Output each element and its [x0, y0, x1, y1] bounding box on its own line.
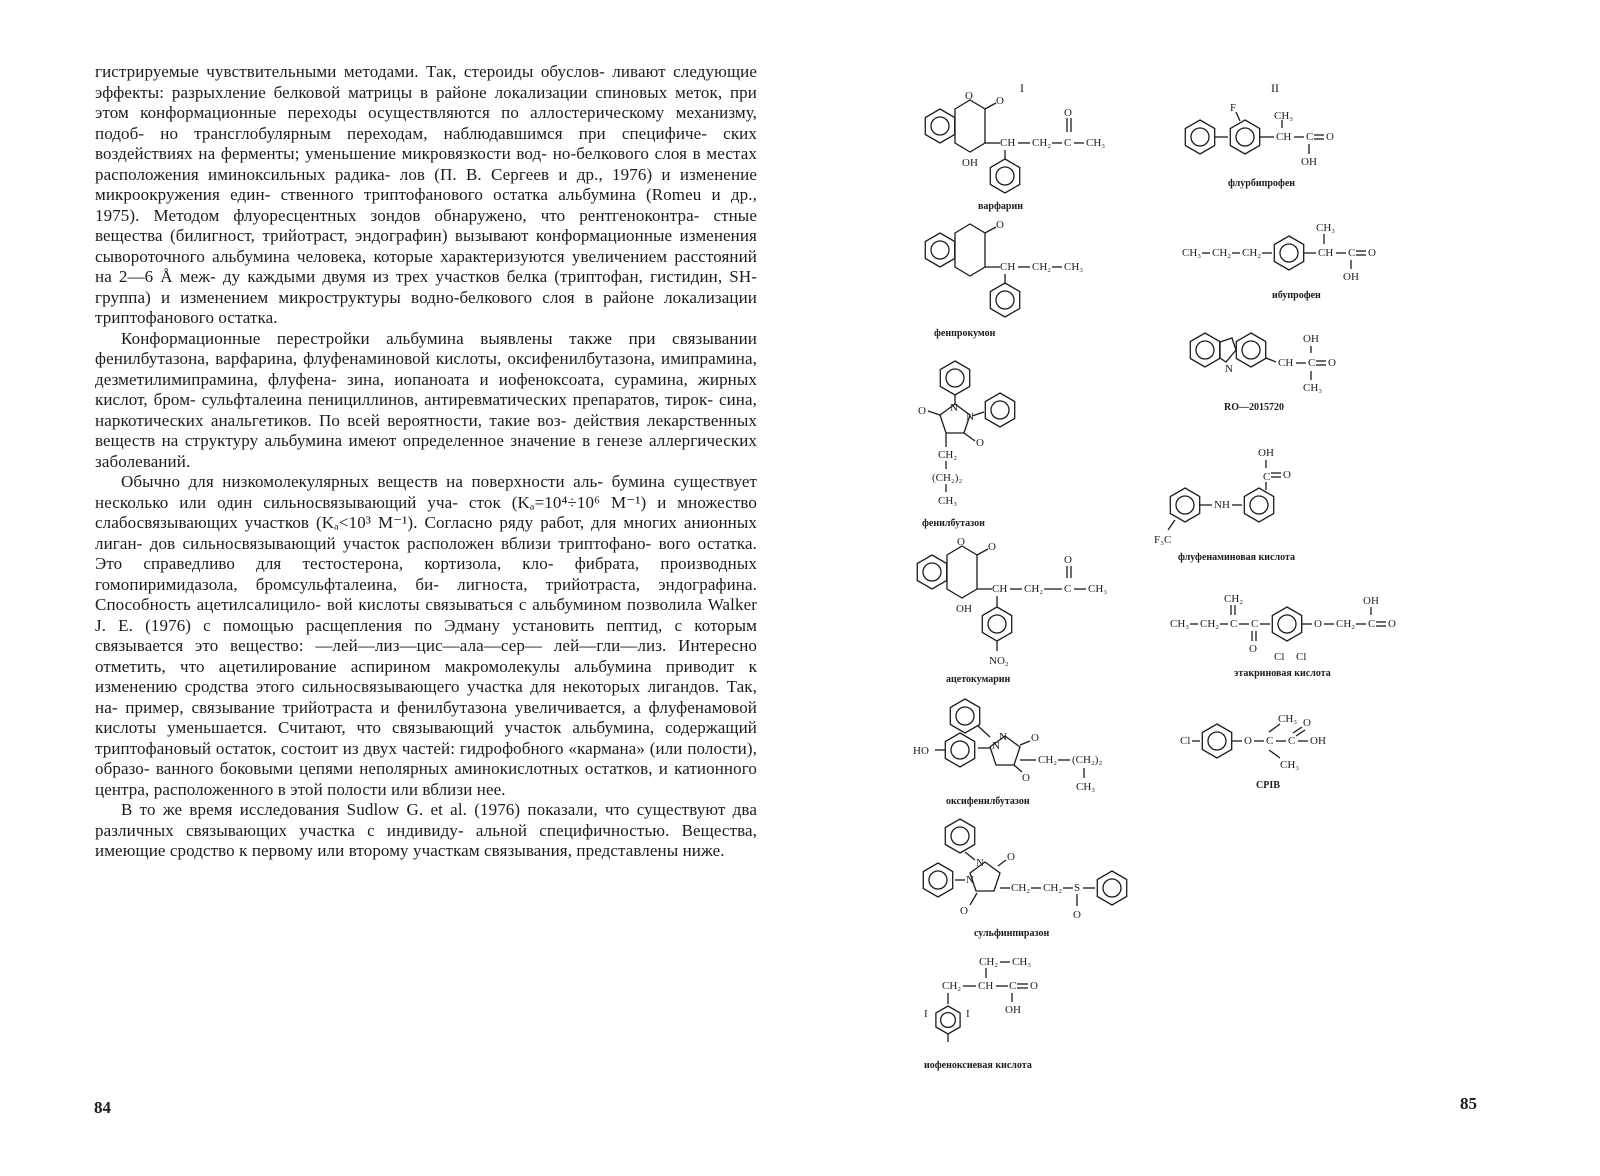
text-line: определенное значение в генезе аллергических заболеваний.	[95, 431, 758, 471]
column-header-II: II	[1271, 81, 1279, 95]
atom-label: CH₂	[1024, 583, 1044, 595]
atom-label: N	[966, 874, 974, 886]
atom-label: CH	[978, 980, 994, 992]
atom-label: O	[960, 905, 968, 917]
compound-label: флурбипрофен	[1228, 178, 1296, 189]
atom-label: OH	[1363, 595, 1379, 607]
atom-label: C	[1368, 618, 1376, 630]
atom-label: C	[1306, 131, 1314, 143]
text-line: (Kₐ<10³ М⁻¹). Согласно ряду работ, для многих анионных лиган-	[95, 513, 757, 553]
text-line: (1976) с помощью расщепления по Эдману установить пептид, с	[145, 615, 683, 635]
atom-label: O	[1388, 618, 1396, 630]
text-line: но трансглобулярным переходам, наблюдавшимся при специфиче-	[160, 123, 708, 143]
text-line: сульфталеина пенициллинов, антиревматических препаратов, тирок-	[201, 390, 714, 409]
atom-label: O	[1314, 618, 1322, 630]
atom-label: C	[1288, 735, 1296, 747]
structure-ro-2015720	[1190, 333, 1336, 413]
paragraph-3	[95, 472, 757, 800]
text-line: а флуфенамовой кислоты уменьшается. Считают, что связывающий	[95, 697, 757, 737]
text-line: сильносвязывающего участка для некоторых лигандов. Так, на-	[95, 677, 757, 717]
atom-label: I	[924, 1008, 928, 1020]
atom-label: CH₃	[1086, 137, 1106, 149]
atom-label: CH₃	[1274, 110, 1294, 122]
structure-phenylbutazone	[918, 361, 1015, 529]
atom-label: CH₃	[1012, 956, 1032, 968]
atom-label: CH₂	[1200, 618, 1220, 630]
text-line: вого остатка. Это справедливо для тестостерона, кортизола, кло-	[95, 533, 757, 573]
atom-label: O	[1244, 735, 1252, 747]
atom-label: CH₃	[1088, 583, 1108, 595]
paragraph-1	[95, 62, 757, 329]
atom-label: F₃C	[1154, 534, 1172, 546]
atom-label: CH₂	[1032, 261, 1052, 273]
text-line: Конформационные перестройки альбумина выявлены также при	[121, 328, 656, 348]
compound-label: варфарин	[978, 201, 1023, 212]
structure-ethacrynic-acid	[1170, 593, 1396, 679]
atom-label: O	[1064, 107, 1072, 119]
text-line: гистрируемые чувствительными методами. Так, стероиды обуслов-	[95, 62, 605, 81]
structure-cpib	[1180, 713, 1326, 791]
atom-label: (CH₂)₂	[932, 472, 963, 484]
atom-label: OH	[1343, 271, 1359, 283]
compound-label: фенпрокумон	[934, 328, 996, 339]
atom-label: O	[1249, 643, 1257, 655]
atom-label: HO	[913, 745, 929, 757]
atom-label: CH	[1278, 357, 1294, 369]
text-line: переходы осуществляются по аллостерическому механизму, подоб-	[95, 103, 758, 143]
text-line: макромолекулы альбумина приводит к изменению сродства этого	[95, 656, 757, 696]
text-line: в районе локализации триптофанового остатка.	[95, 287, 757, 327]
atom-label: O	[965, 90, 973, 102]
text-line: ственного триптофанового остатка альбумина (Romeu и др., 1975).	[95, 185, 757, 225]
compound-label: ацетокумарин	[946, 674, 1011, 685]
atom-label: N	[950, 402, 958, 414]
body-text	[95, 62, 757, 862]
atom-label: C	[1348, 247, 1356, 259]
compound-label: RO—2015720	[1224, 402, 1284, 413]
atom-label: O	[988, 541, 996, 553]
atom-label: C	[1064, 583, 1072, 595]
atom-label: N	[976, 857, 984, 869]
atom-label: N	[1225, 363, 1233, 375]
atom-label: CH₂	[942, 980, 962, 992]
structure-phenprocoumon	[925, 219, 1083, 339]
atom-label: N	[992, 740, 1000, 752]
atom-label: O	[1328, 357, 1336, 369]
atom-label: O	[957, 536, 965, 548]
text-line: лов (П. В. Сергеев и др., 1976) и изменение микроокружения един-	[95, 164, 757, 204]
text-line: из двух частей: гидрофобного «кармана» (или полости), образо-	[95, 738, 757, 778]
atom-label: NH	[1214, 499, 1230, 511]
atom-label: CH₂	[1224, 593, 1244, 605]
structure-oxyphenbutazone	[913, 699, 1102, 807]
structure-flufenamic-acid	[1154, 447, 1295, 563]
text-line: связывании фенилбутазона, варфарина, флуфенаминовой кислоты,	[95, 328, 757, 368]
text-line: сина, наркотических анальгетиков. По всей вероятности, такие воз-	[95, 390, 757, 430]
text-line: сток (Kₐ=10⁴÷10⁶ М⁻¹) и множество слабосвязывающих участков	[95, 492, 757, 532]
atom-label: I	[966, 1008, 970, 1020]
atom-label: O	[1073, 909, 1081, 921]
structures-figure	[800, 0, 1600, 1176]
paragraph-4	[95, 800, 757, 862]
text-line: районе локализации спиновых меток, при этом конформационные	[95, 82, 757, 122]
atom-label: CH₃	[1182, 247, 1202, 259]
atom-label: CH₃	[1170, 618, 1190, 630]
atom-label: O	[996, 95, 1004, 107]
atom-label: O	[1283, 469, 1291, 481]
atom-label: O	[1303, 717, 1311, 729]
atom-label: S	[1074, 882, 1081, 894]
compound-label: CPIB	[1256, 780, 1280, 791]
atom-label: CH₃	[1064, 261, 1084, 273]
text-line: альной специфичностью. Вещества, имеющие сродство к первому	[95, 820, 758, 860]
atom-label: OH	[1005, 1004, 1021, 1016]
text-line: или второму участкам связывания, представлены ниже.	[317, 841, 725, 860]
atom-label: C	[1064, 137, 1072, 149]
text-line: участок альбумина, содержащий триптофановый остаток, состоит	[95, 718, 757, 758]
text-line: Методом флуоресцентных зондов обнаружено, что рентгеноконтра-	[153, 205, 700, 225]
compound-label: ибупрофен	[1272, 290, 1321, 301]
text-line: ских воздействиях на ферменты; уменьшение микровязкости вод-	[95, 123, 757, 163]
atom-label: OH	[1301, 156, 1317, 168]
atom-label: Cl	[1180, 735, 1191, 747]
text-line: конформационные изменения сывороточного альбумина человека,	[95, 226, 757, 266]
text-line: стные вещества (билигност, трийотраст, эндографин) вызывают	[95, 205, 757, 245]
text-line: но-белкового слоя в местах расположения иминоксильных радика-	[95, 144, 757, 184]
atom-label: C	[1251, 618, 1259, 630]
atom-label: O	[1368, 247, 1376, 259]
atom-label: OH	[1310, 735, 1326, 747]
atom-label: N	[999, 731, 1007, 743]
right-page	[800, 0, 1600, 1176]
structure-acenocoumarol	[917, 536, 1107, 685]
atom-label: O	[918, 405, 926, 417]
atom-label: CH₃	[938, 495, 958, 507]
atom-label: C	[1230, 618, 1238, 630]
atom-label: C	[1266, 735, 1274, 747]
atom-label: CH₂	[1043, 882, 1063, 894]
text-line: лигноста, трийотраста, эндографина. Способность ацетилсалицило-	[95, 574, 757, 614]
text-line: которым связывается это вещество: —лей—лиз—цис—ала—сер—	[95, 615, 758, 655]
text-line: действия лекарственных веществ на структуру альбумина имеют	[95, 410, 757, 450]
atom-label: CH	[1276, 131, 1292, 143]
compound-label: фенилбутазон	[922, 518, 985, 529]
text-line: Обычно для низкомолекулярных веществ на поверхности аль-	[121, 472, 604, 491]
text-line: которые характеризуются увеличением расстояний на 2—6 Å меж-	[95, 246, 757, 286]
compound-label: оксифенилбутазон	[946, 796, 1030, 807]
compound-label: иофеноксиевая кислота	[924, 1060, 1032, 1071]
atom-label: CH₂	[938, 449, 958, 461]
atom-label: N	[966, 411, 974, 423]
atom-label: Cl	[1296, 651, 1307, 663]
atom-label: CH₂	[1336, 618, 1356, 630]
atom-label: CH₃	[1076, 781, 1096, 793]
atom-label: OH	[1258, 447, 1274, 459]
atom-label: OH	[1303, 333, 1319, 345]
atom-label: CH₂	[979, 956, 999, 968]
text-line: ванного боковыми цепями неполярных аминокислотных остатков,	[155, 759, 653, 778]
text-line: вой кислоты связываться с альбумином позволила Walker J. E.	[95, 595, 757, 635]
text-line: ливают следующие эффекты: разрыхление белковой матрицы в	[95, 62, 757, 102]
text-line: дов сильносвязывающий участок расположен вблизи триптофано-	[149, 533, 652, 553]
atom-label: CH₂	[1242, 247, 1262, 259]
atom-label: CH₂	[1038, 754, 1058, 766]
atom-label: O	[1326, 131, 1334, 143]
atom-label: C	[1009, 980, 1017, 992]
compound-label: этакриновая кислота	[1234, 668, 1331, 679]
structure-iophenoxic-acid	[924, 956, 1038, 1071]
text-line: нее.	[476, 779, 506, 799]
text-line: зина, иопаноата и иофеноксоата, сурамина, жирных кислот, бром-	[95, 369, 757, 409]
atom-label: (CH₂)₂	[1072, 754, 1103, 766]
atom-label: CH	[1000, 137, 1016, 149]
atom-label: CH₃	[1316, 222, 1336, 234]
atom-label: CH₂	[1212, 247, 1232, 259]
structure-sulfinpyrazone	[923, 819, 1126, 939]
text-line: бумина существует несколько или один сильносвязывающий уча-	[95, 472, 757, 512]
atom-label: CH	[992, 583, 1008, 595]
atom-label: F	[1230, 102, 1237, 114]
page-number-right: 85	[1460, 1094, 1477, 1113]
atom-label: CH₃	[1303, 382, 1323, 394]
atom-label: CH₃	[1280, 759, 1300, 771]
atom-label: O	[1064, 554, 1072, 566]
atom-label: O	[976, 437, 984, 449]
text-line: лей—гли—лиз. Интересно отметить, что ацетилирование аспирином	[95, 636, 757, 676]
text-line: оксифенилбутазона, имипрамина, дезметилимипрамина, флуфена-	[95, 349, 757, 389]
atom-label: O	[1030, 980, 1038, 992]
compound-label: сульфинпиразон	[974, 928, 1050, 939]
structure-warfarin	[925, 90, 1105, 212]
text-line: SH-группа) и изменением микроструктуры водно-белкового слоя	[95, 267, 757, 307]
atom-label: O	[1007, 851, 1015, 863]
text-line: В то же время исследования Sudlow G. et al. (1976) показали,	[121, 800, 598, 819]
atom-label: OH	[956, 603, 972, 615]
atom-label: C	[1263, 471, 1271, 483]
text-line: ду каждыми двумя из трех участков белка (триптофан, гистидин,	[222, 267, 723, 286]
atom-label: O	[996, 219, 1004, 231]
paragraph-2	[95, 329, 757, 473]
atom-label: OH	[962, 157, 978, 169]
atom-label: CH	[1318, 247, 1334, 259]
column-header-I: I	[1020, 81, 1024, 95]
atom-label: CH	[1000, 261, 1016, 273]
compound-label: флуфенаминовая кислота	[1178, 552, 1296, 563]
atom-label: C	[1308, 357, 1316, 369]
atom-label: O	[1031, 732, 1039, 744]
atom-label: CH₂	[1011, 882, 1031, 894]
text-line: пример, связывание трийотраста и фенилбутазона увеличивается,	[125, 697, 626, 717]
text-line: что существуют два различных связывающих участка с индивиду-	[95, 800, 757, 840]
page-number-left: 84	[94, 1098, 111, 1117]
text-line: фибрата, производных гомопиримидазола, бромсульфталеина, би-	[95, 554, 757, 594]
atom-label: Cl	[1274, 651, 1285, 663]
structure-ibuprofen	[1182, 222, 1376, 301]
text-line: и катионного центра, расположенного в этой полости или вблизи	[95, 759, 757, 799]
atom-label: CH₂	[1032, 137, 1052, 149]
atom-label: O	[1022, 772, 1030, 784]
atom-label: NO₂	[989, 655, 1009, 667]
structure-flurbiprofen	[1185, 102, 1334, 189]
atom-label: CH₃	[1278, 713, 1298, 725]
